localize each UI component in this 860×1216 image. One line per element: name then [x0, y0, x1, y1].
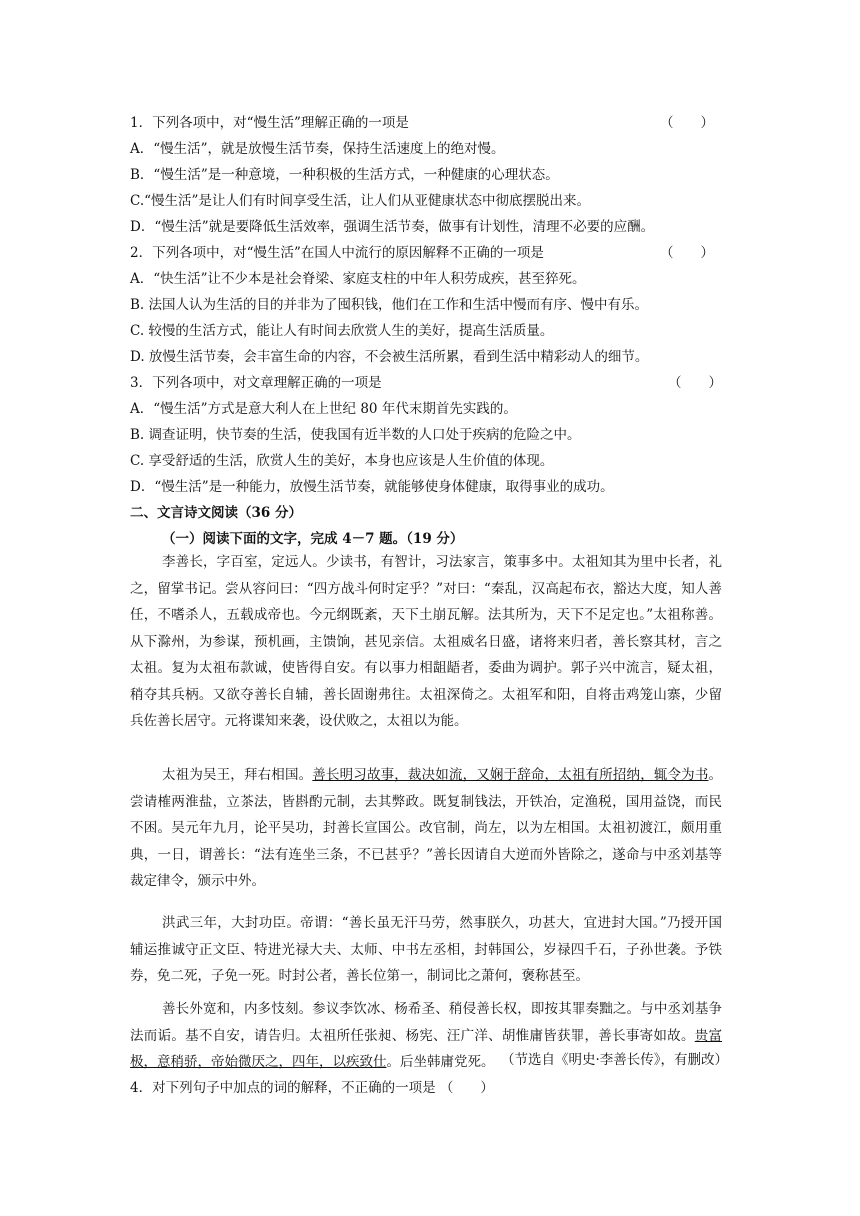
q2-option-c: C. 较慢的生活方式，能让人有时间去欣赏人生的美好，提高生活质量。: [130, 323, 554, 339]
q1-option-c: C.“慢生活”是让人们有时间享受生活，让人们从亚健康状态中彻底摆脱出来。: [130, 193, 590, 209]
q2-option-a: A．“快生活”让不少本是社会脊梁、家庭支柱的中年人积劳成疾，甚至猝死。: [130, 271, 586, 287]
passage-p2-start: 太祖为吴王，拜右相国。: [162, 767, 313, 783]
passage-p4-rest: 。后坐韩庸党死。: [386, 1054, 495, 1070]
subsection-heading: （一）阅读下面的文字，完成 4－7 题。（19 分）: [162, 531, 464, 547]
q3-answer-paren: （ ）: [668, 375, 722, 391]
passage-paragraph-2: [130, 762, 722, 895]
q1-stem: 1．下列各项中，对“慢生活”理解正确的一项是: [130, 115, 409, 131]
passage-paragraph-3: 洪武三年，大封功臣。帝谓：“善长虽无汗马劳，然事朕久，功甚大，宜进封大国。”乃授开国辅运推诚守正文臣、特进光禄大夫、太师、中书左丞相，封韩国公，岁禄四千石，子孙世袭。予铁券，免二死，子免一死。时封公者，善长位第一，制词比之萧何，褒称甚至。: [130, 915, 722, 984]
q3-stem: 3．下列各项中，对文章理解正确的一项是: [130, 375, 382, 391]
q1-option-d: D．“慢生活”就是要降低生活效率，强调生活节奏，做事有计划性，清理不必要的应酬。: [130, 219, 655, 235]
q1-option-b: B．“慢生活”是一种意境，一种积极的生活方式，一种健康的心理状态。: [130, 167, 559, 183]
q2-answer-paren: （ ）: [660, 245, 714, 261]
q2-option-d: D. 放慢生活节奏，会丰富生命的内容，不会被生活所累，看到生活中精彩动人的细节。: [130, 349, 649, 365]
passage-p4-underlined-sentence: 贵富极，意稍骄，帝始微厌之，四年，以疾致仕: [130, 1027, 723, 1070]
passage-paragraph-1: 李善长，字百室，定远人。少读书，有智计，习法家言，策事多中。太祖知其为里中长者，礼之，留掌书记。尝从容问曰：“四方战斗何时定乎？”对曰：“秦乱，汉高起布衣，豁达大度，知人善任，不嗜杀人，五载成帝也。今元纲既紊，天下土崩瓦解。法其所为，天下不足定也。”太祖称善。从下滁州，为参谋，预机画，主馈饷，甚见亲信。太祖威名日盛，诸将来归者，善长察其材，言之太祖。复为太祖布款诚，使皆得自安。有以事力相龃龉者，委曲为调护。郭子兴中流言，疑太祖，稍夺其兵柄。又欲夺善长自辅，善长固谢弗往。太祖深倚之。太祖军和阳，自将击鸡笼山寨，少留兵佐善长居守。元将谍知来袭，设伏败之，太祖以为能。: [130, 554, 722, 729]
passage-p4-start: 善长外宽和，内多忮刻。参议李饮冰、杨希圣、稍侵善长权，即按其罪奏黜之。与中丞刘基争法而诟。基不自安，请告归。太祖所任张昶、杨宪、汪广洋、胡惟庸皆获罪，善长事寄如故。: [130, 1001, 722, 1044]
q3-option-d: D．“慢生活”是一种能力，放慢生活节奏，就能够使身体健康，取得事业的成功。: [130, 479, 614, 495]
q1-option-a: A．“慢生活”，就是放慢生活节奏，保持生活速度上的绝对慢。: [130, 141, 505, 157]
q3-option-b: B. 调查证明，快节奏的生活，使我国有近半数的人口处于疾病的危险之中。: [130, 427, 581, 443]
q2-stem: 2．下列各项中，对“慢生活”在国人中流行的原因解释不正确的一项是: [130, 245, 544, 261]
q3-option-c: C. 享受舒适的生活，欣赏人生的美好，本身也应该是人生价值的体现。: [130, 453, 554, 469]
passage-p2-underlined-sentence: 善长明习故事，裁决如流，又娴于辞命，太祖有所招纳，辄令为书: [312, 767, 709, 783]
section-heading: 二、文言诗文阅读（36 分）: [130, 505, 302, 521]
q1-answer-paren: （ ）: [660, 115, 714, 131]
passage-source: （节选自《明史·李善长传》，有删改）: [500, 1052, 728, 1068]
q4-stem: 4．对下列句子中加点的词的解释，不正确的一项是 （ ）: [130, 1080, 494, 1096]
q2-option-b: B. 法国人认为生活的目的并非为了囤积钱，他们在工作和生活中慢而有序、慢中有乐。: [130, 297, 649, 313]
passage-p2-rest: 。尝请榷两淮盐，立茶法，皆斟酌元制，去其弊政。既复制钱法，开铁冶，定渔税，国用益饶，而民不困。吴元年九月，论平吴功，封善长宣国公。改官制，尚左，以为左相国。太祖初渡江，颇用重典，一日，谓善长：“法有连坐三条，不已甚乎？”善长因请自大逆而外皆除之，遂命与中丞刘基等裁定律令，颁示中外。: [130, 767, 723, 889]
q3-option-a: A．“慢生活”方式是意大利人在上世纪 80 年代末期首先实践的。: [130, 401, 517, 417]
